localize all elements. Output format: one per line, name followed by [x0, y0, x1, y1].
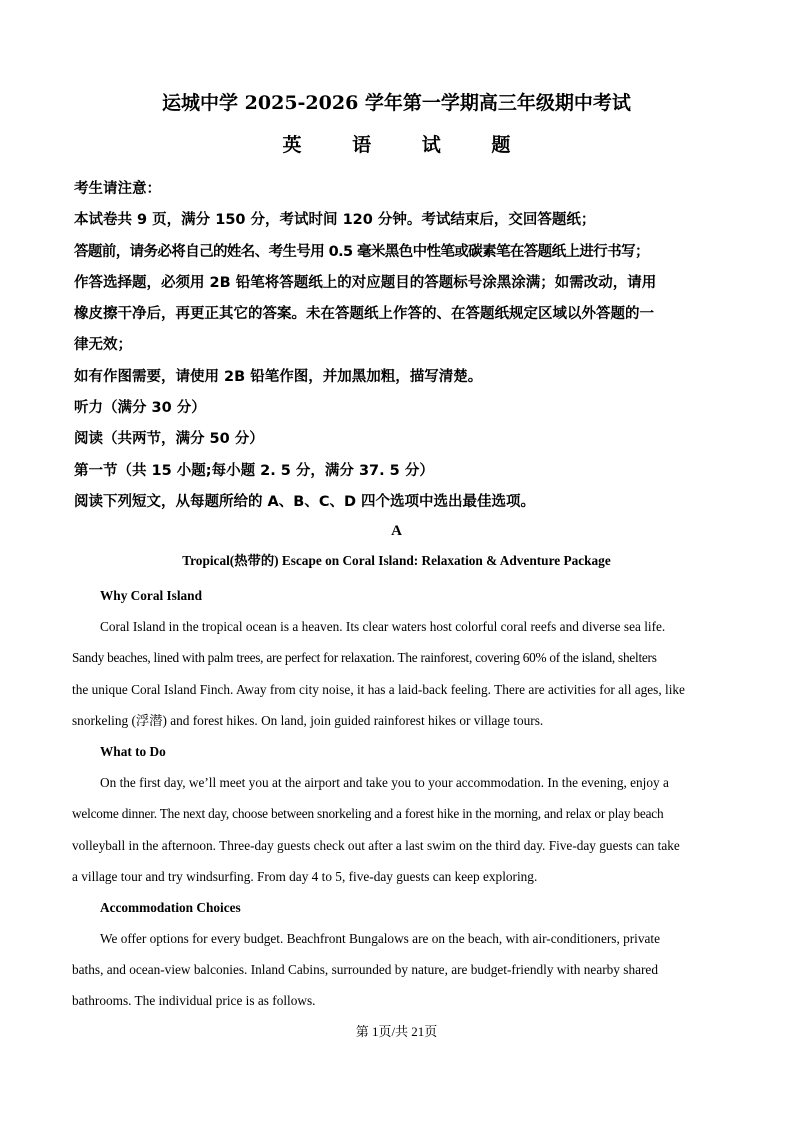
- notice-line: 作答选择题，必须用 2B 铅笔将答题纸上的对应题目的答题标号涂黑涂满；如需改动，请用: [74, 274, 657, 291]
- passage-line: snorkeling (浮潜) and forest hikes. On land, join guided rainforest hikes or village tours.: [72, 712, 544, 728]
- section-label: A: [391, 523, 402, 539]
- passage-line: bathrooms. The individual price is as follows.: [72, 993, 316, 1009]
- passage-line: We offer options for every budget. Beachfront Bungalows are on the beach, with air-conditioners, private: [100, 931, 661, 947]
- notice-line: 本试卷共 9 页，满分 150 分，考试时间 120 分钟。考试结束后，交回答题纸；: [74, 212, 596, 229]
- passage-line: a village tour and try windsurfing. From day 4 to 5, five-day guests can keep exploring.: [72, 868, 538, 884]
- passage-title: Tropical(热带的) Escape on Coral Island: Relaxation & Adventure Package: [182, 553, 611, 568]
- passage-body: [72, 580, 724, 1017]
- notice-line: 考生请注意：: [74, 181, 161, 197]
- subject-char: 题: [491, 134, 511, 156]
- subject-char: 试: [421, 134, 441, 156]
- notice-line: 如有作图需要，请使用 2B 铅笔作图，并加黑加粗，描写清楚。: [74, 368, 483, 385]
- notice-line: 第一节（共 15 小题;每小题 2. 5 分，满分 37. 5 分）: [74, 462, 434, 479]
- passage-heading: What to Do: [100, 743, 166, 759]
- passage-heading: Accommodation Choices: [100, 899, 241, 915]
- subject-char: 语: [352, 134, 372, 156]
- exam-title: 运城中学 2025-2026 学年第一学期高三年级期中考试: [162, 92, 631, 114]
- passage-line: On the first day, we’ll meet you at the airport and take you to your accommodation. In the evening, enjoy a: [100, 775, 669, 791]
- notice-line: 橡皮擦干净后，再更正其它的答案。未在答题纸上作答的、在答题纸规定区域以外答题的一: [74, 306, 654, 323]
- notice-line: 答题前，请务必将自己的姓名、考生号用 0.5 毫米黑色中性笔或碳素笔在答题纸上进行书写；: [74, 243, 649, 260]
- passage-line: baths, and ocean-view balconies. Inland Cabins, surrounded by nature, are budget-friendly with nearby shared: [72, 962, 658, 978]
- passage-heading: Why Coral Island: [100, 588, 202, 603]
- passage-line: Sandy beaches, lined with palm trees, are perfect for relaxation. The rainforest, covering 60% of the island, shelters: [72, 650, 657, 666]
- page-number: 第 1页/共 21页: [355, 1024, 438, 1039]
- notice-line: 听力（满分 30 分）: [74, 400, 206, 417]
- passage-line: volleyball in the afternoon. Three-day guests check out after a last swim on the third day. Five-day guests can take: [72, 837, 680, 853]
- notice-line: 律无效；: [74, 337, 132, 354]
- passage-line: Coral Island in the tropical ocean is a heaven. Its clear waters host colorful coral reefs and diverse sea life.: [100, 619, 666, 635]
- subject-title: [0, 130, 793, 160]
- passage-line: the unique Coral Island Finch. Away from city noise, it has a laid-back feeling. There are activities for all ages, like: [72, 681, 685, 697]
- notice-line: 阅读（共两节，满分 50 分）: [74, 431, 264, 448]
- subject-char: 英: [282, 134, 302, 156]
- passage-line: welcome dinner. The next day, choose between snorkeling and a forest hike in the morning, and relax or play beach: [72, 806, 664, 822]
- notice-line: 阅读下列短文，从每题所给的 A、B、C、D 四个选项中选出最佳选项。: [74, 493, 536, 510]
- exam-notice: [74, 174, 734, 518]
